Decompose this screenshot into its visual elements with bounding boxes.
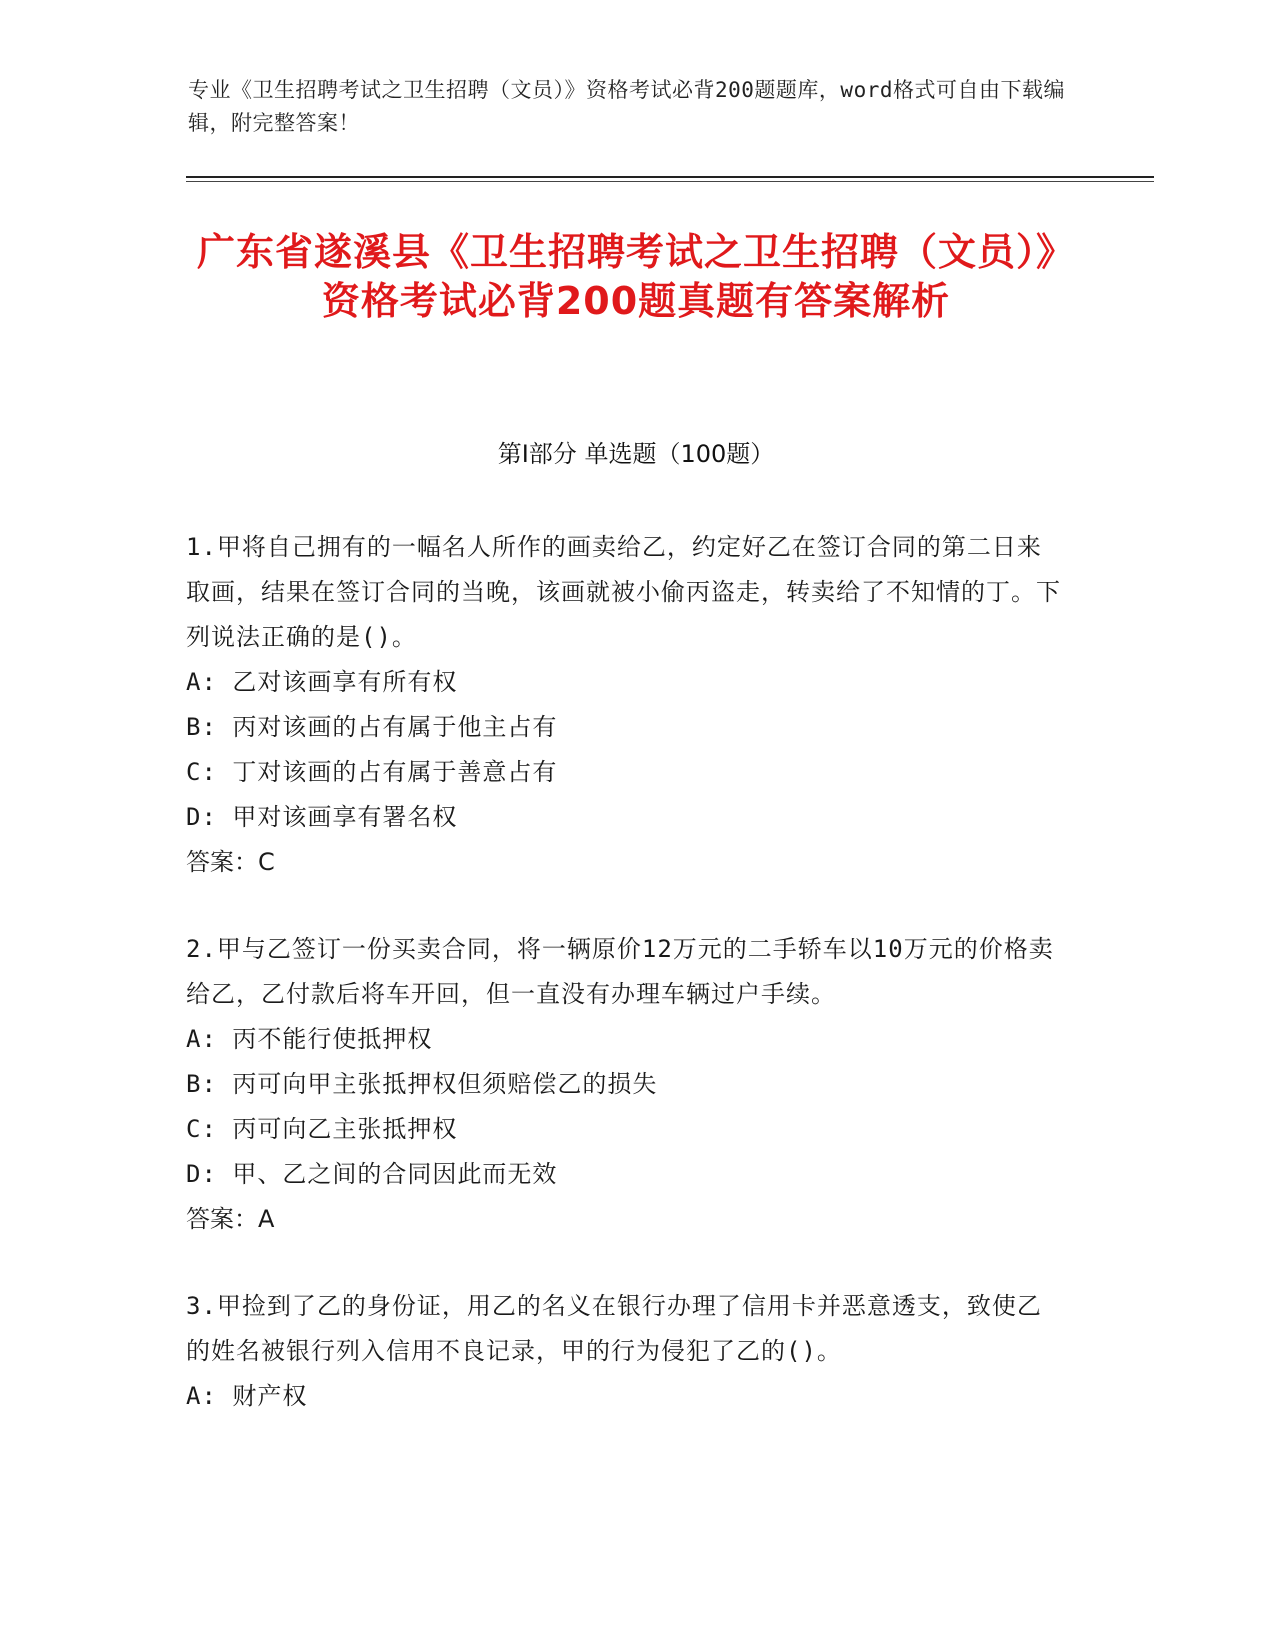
option-d: D: 甲、乙之间的合同因此而无效 bbox=[186, 1160, 558, 1188]
option-a: A: 财产权 bbox=[186, 1382, 308, 1410]
header-note: 专业《卫生招聘考试之卫生招聘（文员）》资格考试必背200题题库，word格式可自由下载编辑，附完整答案！ bbox=[188, 78, 1065, 135]
section-title: 第Ⅰ部分 单选题（100题） bbox=[497, 440, 775, 468]
answer: 答案：A bbox=[186, 1205, 275, 1233]
option-a: A: 乙对该画享有所有权 bbox=[186, 668, 458, 696]
option-a: A: 丙不能行使抵押权 bbox=[186, 1025, 433, 1053]
question-1 bbox=[186, 525, 1066, 885]
header-divider-thick bbox=[186, 176, 1154, 178]
header-divider-thin bbox=[186, 181, 1154, 182]
question-3 bbox=[186, 1284, 1066, 1419]
document-title: 广东省遂溪县《卫生招聘考试之卫生招聘（文员）》资格考试必背200题真题有答案解析 bbox=[196, 230, 1075, 323]
option-c: C: 丁对该画的占有属于善意占有 bbox=[186, 758, 558, 786]
option-b: B: 丙对该画的占有属于他主占有 bbox=[186, 713, 558, 741]
question-2 bbox=[186, 927, 1066, 1242]
question-stem: 3.甲捡到了乙的身份证，用乙的名义在银行办理了信用卡并恶意透支，致使乙的姓名被银行列入信用不良记录，甲的行为侵犯了乙的()。 bbox=[186, 1292, 1042, 1365]
question-stem: 2.甲与乙签订一份买卖合同，将一辆原价12万元的二手轿车以10万元的价格卖给乙，乙付款后将车开回，但一直没有办理车辆过户手续。 bbox=[186, 935, 1054, 1008]
option-c: C: 丙可向乙主张抵押权 bbox=[186, 1115, 458, 1143]
question-stem: 1.甲将自己拥有的一幅名人所作的画卖给乙，约定好乙在签订合同的第二日来取画，结果在签订合同的当晚，该画就被小偷丙盗走，转卖给了不知情的丁。下列说法正确的是()。 bbox=[186, 533, 1061, 651]
option-d: D: 甲对该画享有署名权 bbox=[186, 803, 458, 831]
option-b: B: 丙可向甲主张抵押权但须赔偿乙的损失 bbox=[186, 1070, 658, 1098]
answer: 答案：C bbox=[186, 848, 275, 876]
question-list bbox=[186, 525, 1066, 1461]
